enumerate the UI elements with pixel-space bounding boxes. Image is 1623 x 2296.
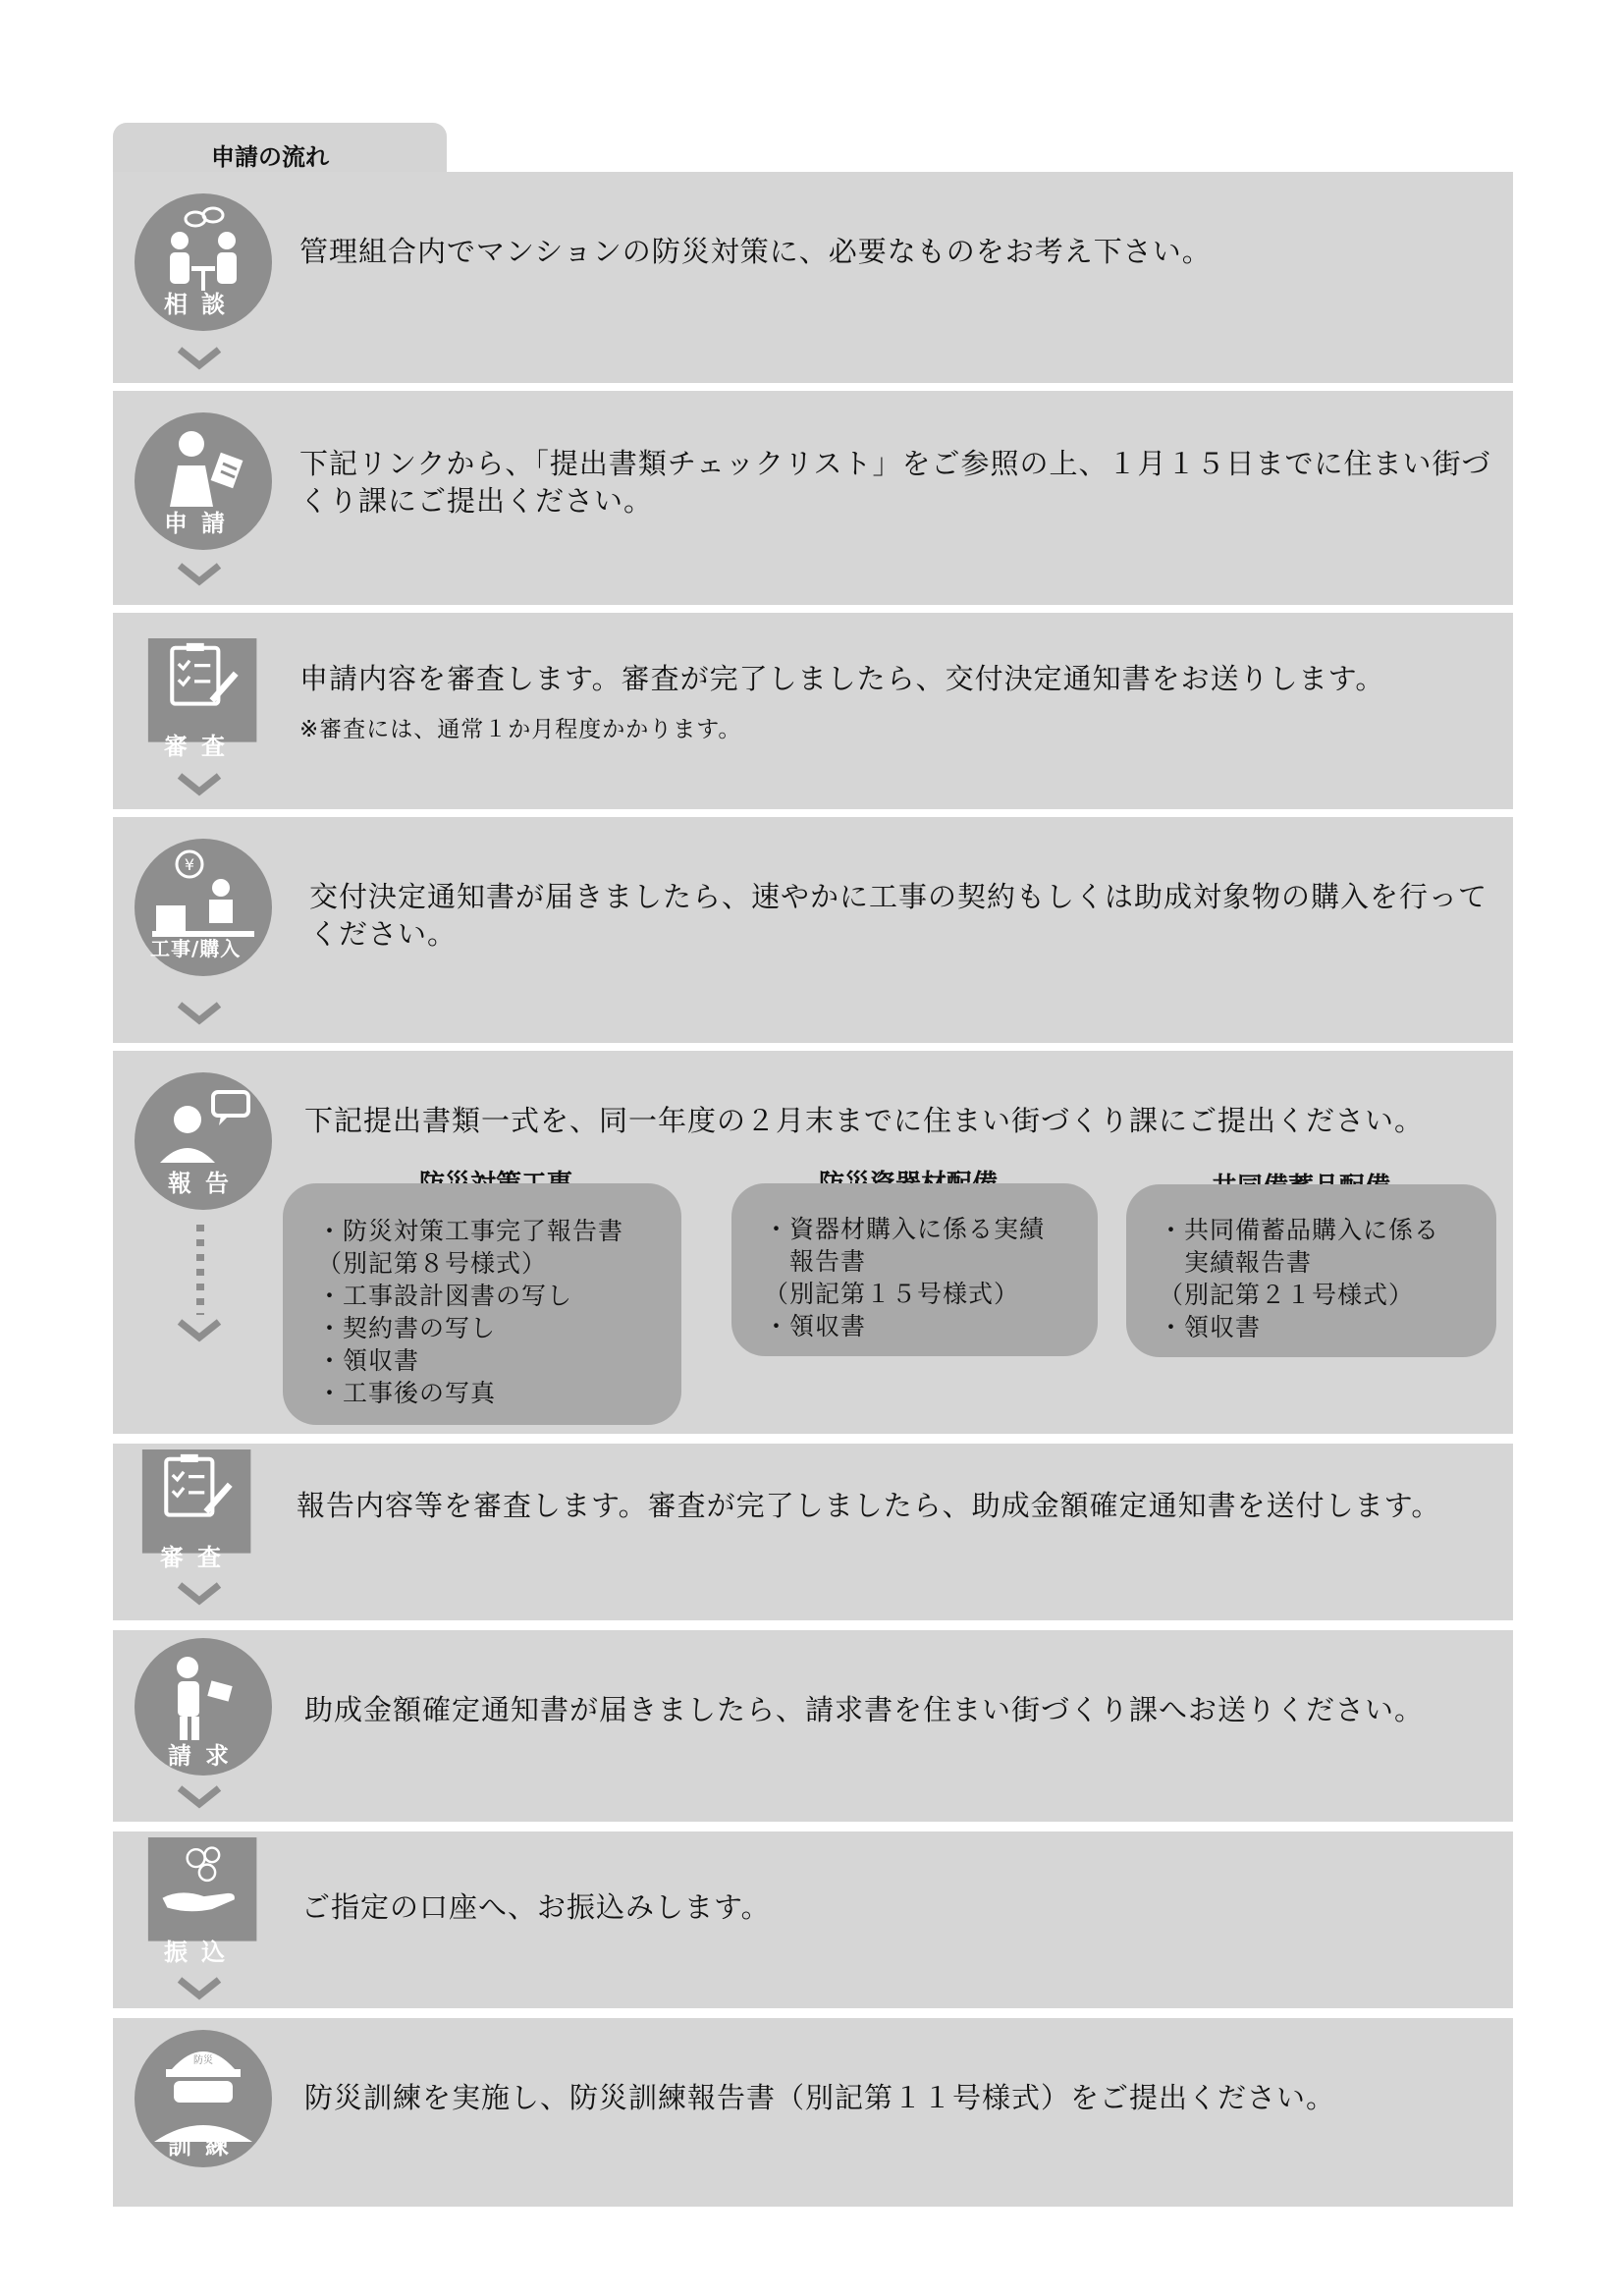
- helmet-text: 防災: [193, 2055, 213, 2066]
- chevron-down-icon: [174, 344, 225, 373]
- step-text-training: 防災訓練を実施し、防災訓練報告書（別記第１１号様式）をご提出ください。: [304, 2081, 1336, 2114]
- step-payment: [113, 1831, 1513, 2008]
- step-text-application: 下記リンクから、「提出書類チェックリスト」をご参照の上、１月１５日までに住まい街づくり課にご提出ください。: [299, 447, 1491, 518]
- step-application: [113, 391, 1513, 605]
- group-item: ・工事後の写真: [317, 1379, 497, 1407]
- group-item: ・工事設計図書の写し: [317, 1282, 573, 1310]
- group-item: ・共同備蓄品購入に係る: [1159, 1216, 1440, 1244]
- step-text-report: 下記提出書類一式を、同一年度の２月末までに住まい街づくり課にご提出ください。: [304, 1104, 1425, 1137]
- step-construction-purchase: [113, 817, 1513, 1043]
- group-box-stockpile: [1126, 1184, 1496, 1357]
- flow-tab-title: 申請の流れ: [211, 143, 329, 171]
- step-label-invoice: 請求: [168, 1742, 243, 1770]
- step-label-payment: 振込: [164, 1939, 239, 1966]
- step-review: [113, 613, 1513, 809]
- step-text-review: 申請内容を審査します。審査が完了しましたら、交付決定通知書をお送りします。: [299, 662, 1385, 695]
- step-text-consultation: 管理組合内でマンションの防災対策に、必要なものをお考え下さい。: [299, 235, 1212, 268]
- application-icon: [131, 409, 276, 566]
- step-review-2: [113, 1444, 1513, 1620]
- group-item: ・資器材購入に係る実績: [764, 1215, 1046, 1243]
- step-report: [113, 1051, 1513, 1434]
- chevron-down-icon: [174, 1579, 225, 1609]
- chevron-down-icon: [174, 1782, 225, 1812]
- flow-tab: [113, 123, 447, 174]
- group-item: ・領収書: [317, 1346, 420, 1375]
- group-item: ・領収書: [764, 1312, 867, 1340]
- step-text-review-2: 報告内容等を審査します。審査が完了しましたら、助成金額確定通知書を送付します。: [297, 1489, 1441, 1522]
- group-box-equipment: [731, 1183, 1098, 1356]
- step-label-training: 訓練: [168, 2132, 243, 2159]
- step-label-review: 審査: [164, 733, 239, 760]
- group-item: ・契約書の写し: [317, 1314, 497, 1342]
- group-item: （別記第１５号様式）: [764, 1280, 1020, 1308]
- group-box-construction: [283, 1183, 681, 1425]
- step-label-review-2: 審査: [160, 1544, 235, 1571]
- step-training: [113, 2018, 1513, 2207]
- group-item: ・領収書: [1159, 1313, 1262, 1341]
- step-consultation: [113, 172, 1513, 383]
- group-item: 実績報告書: [1159, 1248, 1313, 1277]
- chevron-down-icon: [174, 770, 225, 799]
- step-invoice: [113, 1630, 1513, 1822]
- group-item: 報告書: [764, 1247, 867, 1276]
- construction-purchase-icon: [131, 835, 276, 992]
- group-item: （別記第２１号様式）: [1159, 1281, 1415, 1309]
- dotted-connector: [190, 1223, 210, 1317]
- step-label-report: 報告: [168, 1170, 243, 1197]
- report-icon: [131, 1068, 276, 1226]
- group-item: （別記第８号様式）: [317, 1249, 548, 1278]
- step-label-application: 申請: [164, 510, 239, 537]
- chevron-down-icon: [174, 1974, 225, 2003]
- chevron-down-icon: [174, 999, 225, 1028]
- step-label-consultation: 相談: [164, 291, 239, 318]
- chevron-down-icon: [174, 560, 225, 589]
- step-text-construction-purchase: 交付決定通知書が届きましたら、速やかに工事の契約もしくは助成対象物の購入を行ってください。: [309, 880, 1488, 951]
- step-text-payment: ご指定の口座へ、お振込みします。: [301, 1890, 771, 1924]
- step-text-invoice: 助成金額確定通知書が届きましたら、請求書を住まい街づくり課へお送りください。: [304, 1693, 1425, 1726]
- step-note-review: ※審査には、通常１か月程度かかります。: [299, 717, 742, 742]
- step-label-construction-purchase: 工事/購入: [150, 937, 242, 960]
- group-item: ・防災対策工事完了報告書: [317, 1217, 624, 1245]
- consultation-icon: [131, 190, 276, 347]
- svg-text:¥: ¥: [184, 855, 195, 874]
- chevron-down-icon: [174, 1316, 225, 1345]
